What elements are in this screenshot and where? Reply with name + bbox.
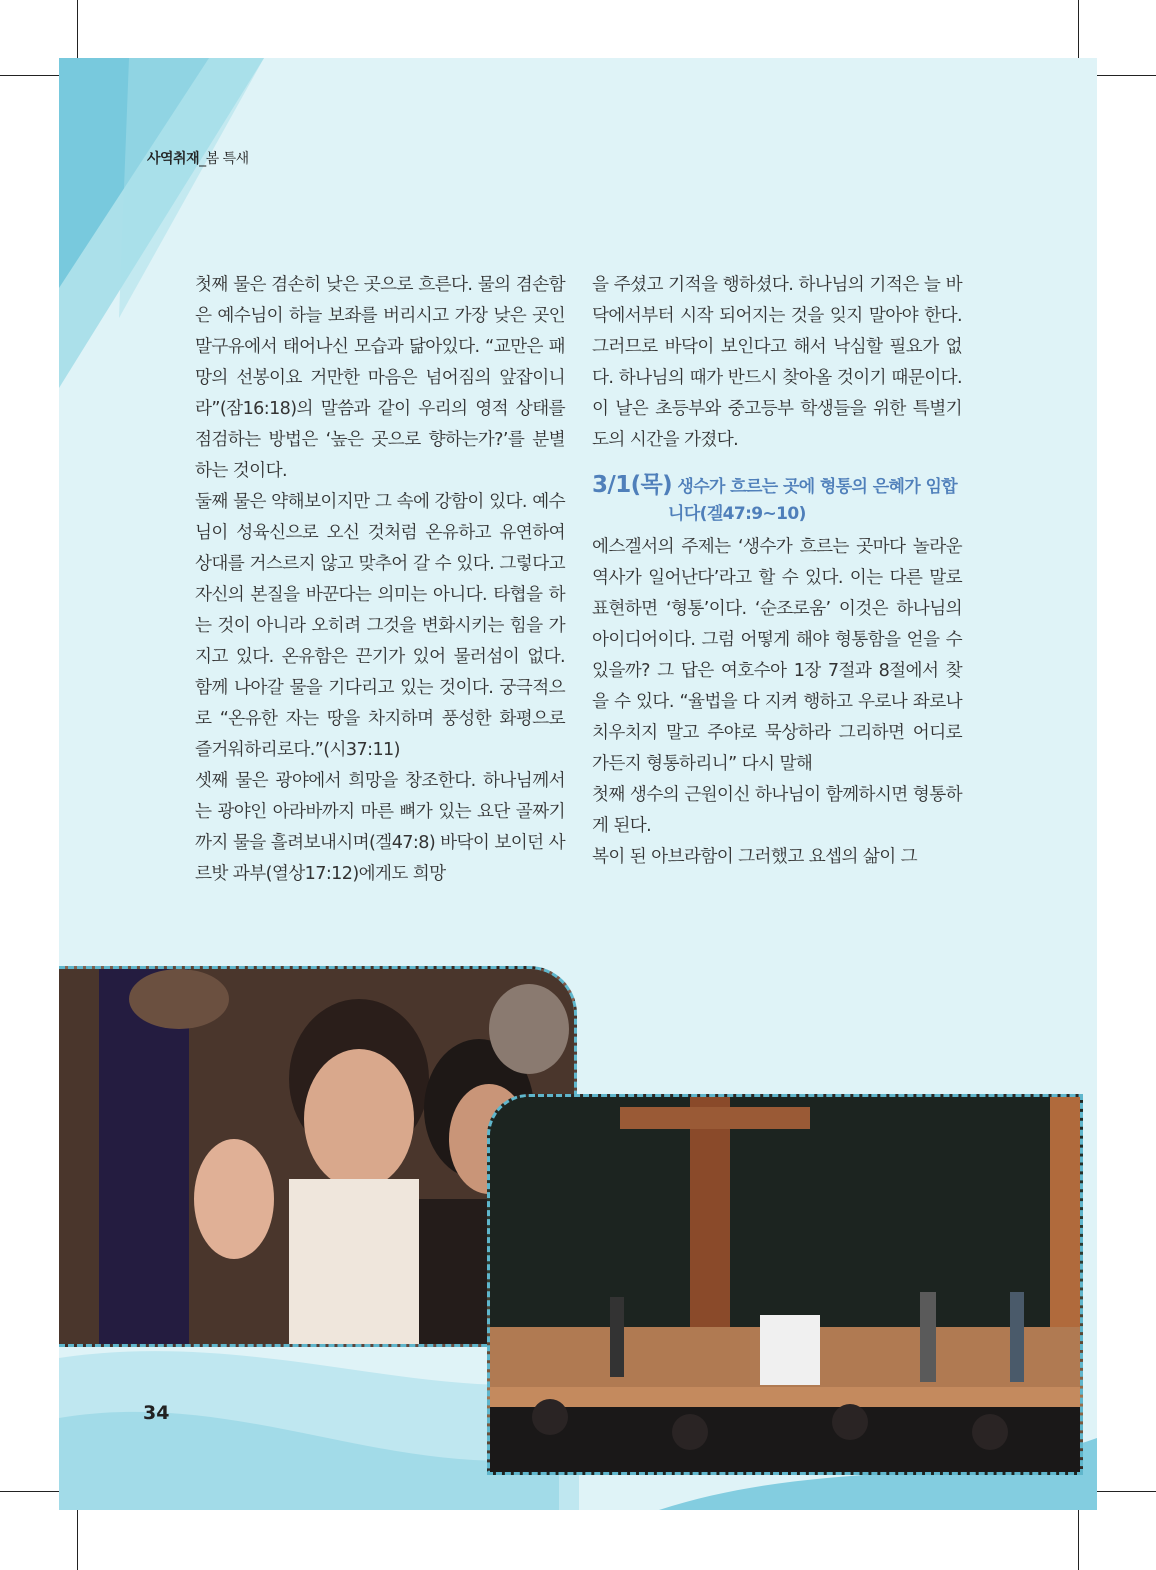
crop-mark — [77, 0, 78, 58]
magazine-page — [59, 58, 1097, 1510]
page-number: 34 — [143, 1402, 170, 1424]
stage-worship-photo-illustration — [490, 1097, 1080, 1472]
section-label — [147, 148, 249, 168]
body-paragraph: 복이 된 아브라함이 그러했고 요셉의 삶이 그 — [592, 847, 918, 867]
section-title: 사역취재 — [147, 151, 200, 167]
crop-mark — [1097, 1491, 1156, 1492]
crop-mark — [0, 75, 59, 76]
subheading — [592, 472, 962, 528]
body-paragraph: 첫째 물은 겸손히 낮은 곳으로 흐른다. 물의 겸손함은 예수님이 하늘 보좌를 버리시고 가장 낮은 곳인 말구유에서 태어나신 모습과 닮아있다. “교만은 패망의 선봉이요 거만한 마음은 넘어짐의 앞잡이니라”(잠16:18)의 말씀과 같이 우리의 영적 상태를 점검하는 방법은 ‘높은 곳으로 향하는가?’를 분별하는 것이다. — [195, 275, 565, 481]
body-paragraph: 둘째 물은 약해보이지만 그 속에 강함이 있다. 예수님이 성육신으로 오신 것처럼 온유하고 유연하여 상대를 거스르지 않고 맞추어 갈 수 있다. 그렇다고 자신의 본질을 바꾼다는 의미는 아니다. 타협을 하는 것이 아니라 오히려 그것을 변화시키는 힘을 가지고 있다. 온유함은 끈기가 있어 물러섬이 없다. 함께 나아갈 물을 기다리고 있는 것이다. 궁극적으로 “온유한 자는 땅을 차지하며 풍성한 화평으로 즐거워하리로다.”(시37:11) — [195, 492, 565, 760]
body-paragraph: 을 주셨고 기적을 행하셨다. 하나님의 기적은 늘 바닥에서부터 시작 되어지는 것을 잊지 말아야 한다. 그러므로 바닥이 보인다고 해서 낙심할 필요가 없다. 하나님의 때가 반드시 찾아올 것이기 때문이다. 이 날은 초등부와 중고등부 학생들을 위한 특별기도의 시간을 가졌다. — [592, 275, 962, 450]
section-subtitle: _봄 특새 — [199, 151, 249, 167]
body-paragraph: 첫째 생수의 근원이신 하나님이 함께하시면 형통하게 된다. — [592, 785, 962, 836]
left-column — [195, 270, 565, 890]
stage-worship-photo — [487, 1094, 1083, 1475]
crop-mark — [1078, 0, 1079, 58]
crop-mark — [77, 1510, 78, 1570]
crop-mark — [1078, 1510, 1079, 1570]
crop-mark — [1097, 75, 1156, 76]
right-column — [592, 270, 962, 873]
subheading-date: 3/1(목) — [592, 472, 673, 498]
body-paragraph: 셋째 물은 광야에서 희망을 창조한다. 하나님께서는 광야인 아라바까지 마른 뼈가 있는 요단 골짜기까지 물을 흘려보내시며(겔47:8) 바닥이 보이던 사르밧 과부(열상17:12)에게도 희망 — [195, 771, 565, 884]
crop-mark — [0, 1491, 59, 1492]
subheading-title: 생수가 흐르는 곳에 형통의 은혜가 임합 — [672, 477, 958, 497]
subheading-title-continued: 니다(겔47:9~10) — [668, 504, 806, 524]
body-paragraph: 에스겔서의 주제는 ‘생수가 흐르는 곳마다 놀라운 역사가 일어난다’라고 할 수 있다. 이는 다른 말로 표현하면 ‘형통’이다. ‘순조로움’ 이것은 하나님의 아이디어이다. 그럼 어떻게 해야 형통함을 얻을 수 있을까? 그 답은 여호수아 1장 7절과 8절에서 찾을 수 있다. “율법을 다 지켜 행하고 우로나 좌로나 치우치지 말고 주야로 묵상하라 그리하면 어디로 가든지 형통하리니” 다시 말해 — [592, 537, 962, 774]
